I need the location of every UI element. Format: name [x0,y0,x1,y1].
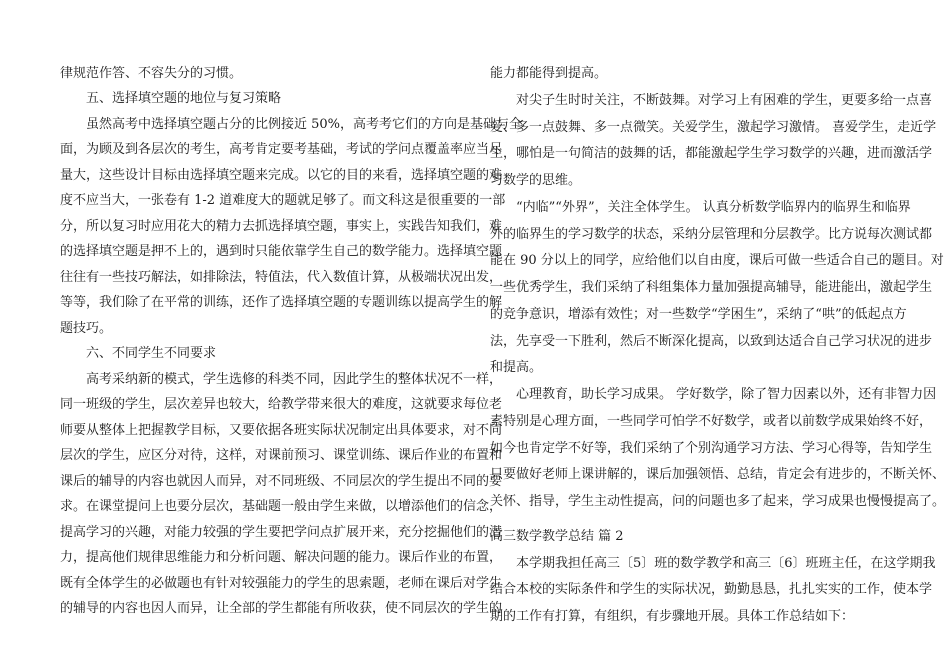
text-line: 师要从整体上把握教学目标，又要依据各班实际状况制定出具体要求，对不同 [60,423,503,438]
text-line: 爱、多一点鼓舞、多一点微笑。关爱学生，激起学习激情。 喜爱学生，走近学 [490,120,937,135]
text-line: 求。在课堂提问上也要分层次，基础题一般由学生来做，以增添他们的信念， [60,499,503,514]
text-line: 度不应当大，一张卷有 1-2 道难度大的题就足够了。而文科这是很重要的一部 [60,193,506,208]
text-line: 习数学的思维。 [490,173,582,188]
text-line: 分，所以复习时应用花大的精力去抓选择填空题，事实上，实践告知我们，难 [60,219,503,234]
text-line: 心理教育，助长学习成果。 学好数学，除了智力因素以外，还有非智力因 [516,387,937,402]
text-line: 和提高。 [490,360,543,375]
text-line: 既有全体学生的必做题也有针对较强能力的学生的思索题，老师在课后对学生 [60,576,503,591]
text-line: “内临”“外界”，关注全体学生。 认真分析数学临界内的临界生和临界 [516,200,911,215]
text-line: 只要做好老师上课讲解的，课后加强领悟、总结，肯定会有进步的，不断关怀、 [490,467,946,482]
text-line: 的辅导的内容也因人而异，让全部的学生都能有所收获，使不同层次的学生的 [60,601,503,616]
text-line: 关怀、指导，学生主动性提高，问的问题也多了起来，学习成果也慢慢提高了。 [490,494,946,509]
text-line: 等等，我们除了在平常的训练，还作了选择填空题的专题训练以提高学生的解 [60,295,503,310]
text-line: 外的临界生的学习数学的状态，采纳分层管理和分层教学。比方说每次测试都 [490,227,933,242]
text-line: 量大，这些设计目标由选择填空题来完成。以它的目的来看，选择填空题的难 [60,168,503,183]
text-line: 力，提高他们规律思维能力和分析问题、解决问题的能力。课后作业的布置， [60,550,503,565]
text-line: 往往有一些技巧解法，如排除法，特值法，代入数值计算，从极端状况出发， [60,270,503,285]
text-line: 如今也肯定学不好等，我们采纳了个别沟通学习方法、学习心得等，告知学生 [490,441,933,456]
text-line: 题技巧。 [60,321,113,336]
text-line: 的选择填空题是押不上的，遇到时只能依靠学生自己的数学能力。选择填空题 [60,244,503,259]
text-line: 同一班级的学生，层次差异也较大，给教学带来很大的难度，这就要求每位老 [60,397,503,412]
text-line: 对尖子生时时关注，不断鼓舞。对学习上有困难的学生，更要多给一点喜 [516,93,933,108]
text-line: 素特别是心理方面，一些同学可怕学不好数学，或者以前数学成果始终不好， [490,414,933,429]
text-line: 一些优秀学生，我们采纳了科组集体力量加强提高辅导，能进能出，激起学生 [490,280,933,295]
text-line: 能在 90 分以上的同学，应给他们以自由度，课后可做一些适合自己的题目。对 [490,253,944,268]
text-line: 课后的辅导的内容也就因人而异，对不同班级、不同层次的学生提出不同的要 [60,474,503,489]
text-line: 能力都能得到提高。 [490,66,608,81]
text-line: 结合本校的实际条件和学生的实际状况，勤勤恳恳，扎扎实实的工作，使本学 [490,582,933,597]
text-line: 生，哪怕是一句简洁的鼓舞的话，都能激起学生学习数学的兴趣，进而激活学 [490,146,933,161]
text-line: 层次的学生，应区分对待，这样，对课前预习、课堂训练、课后作业的布置和 [60,448,503,463]
text-line: 高考采纳新的模式，学生选修的科类不同，因此学生的整体状况不一样， [86,372,503,387]
text-line: 本学期我担任高三〔5〕班的数学教学和高三〔6〕班班主任，在这学期我 [516,556,936,571]
text-line: 面，为顾及到各层次的考生，高考肯定要考基础，考试的学问点覆盖率应当尽 [60,142,503,157]
section-heading: 五、选择填空题的地位与复习策略 [86,91,282,106]
text-line: 的竞争意识，增添有效性；对一些数学“学困生”，采纳了“哄”的低起点方 [490,307,907,322]
text-line: 法，先享受一下胜利，然后不断深化提高，以致到达适合自己学习状况的进步 [490,334,933,349]
text-line: 提高学习的兴趣，对能力较强的学生要把学问点扩展开来，充分挖掘他们的潜 [60,525,503,540]
text-line: 期的工作有打算，有组织，有步骤地开展。具体工作总结如下： [490,609,855,624]
article-title: 高三数学教学总结 篇 2 [490,529,624,544]
text-line: 律规范作答、不容失分的习惯。 [60,66,243,81]
section-heading: 六、不同学生不同要求 [86,346,217,361]
text-line: 虽然高考中选择填空题占分的比例接近 50%，高考考它们的方向是基础与全 [86,117,523,132]
